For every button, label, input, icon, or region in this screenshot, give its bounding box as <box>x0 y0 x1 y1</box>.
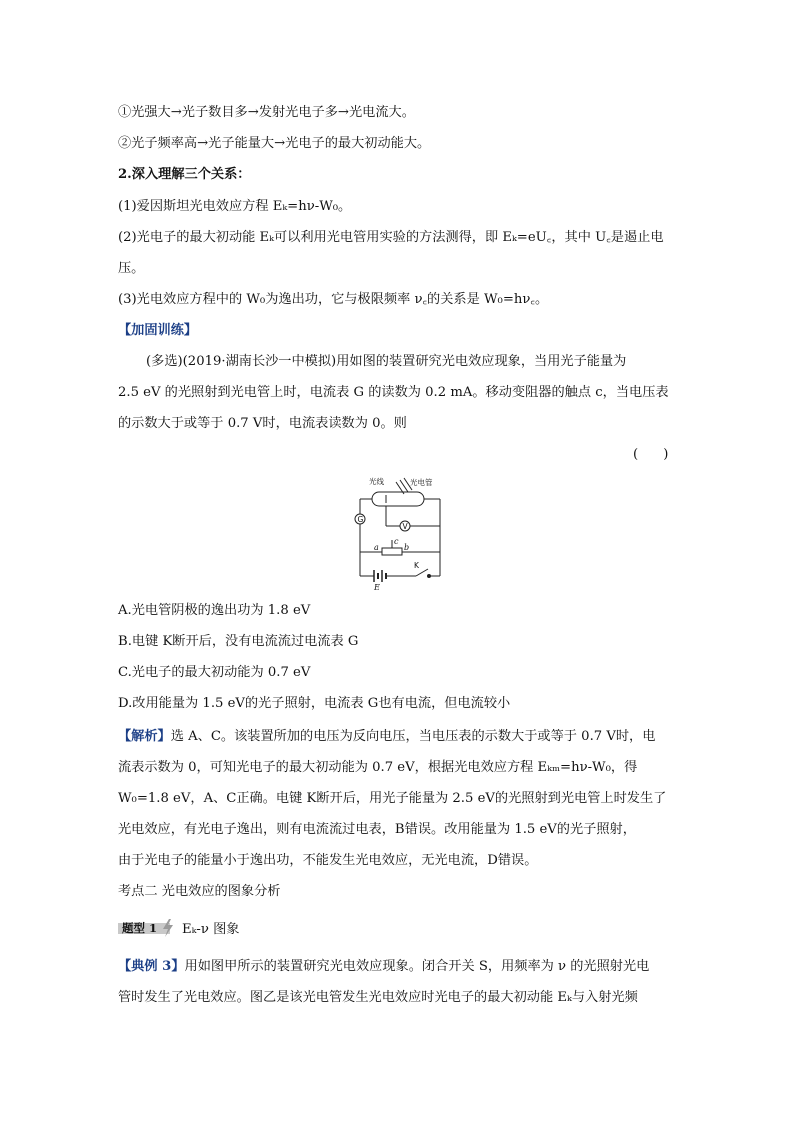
example-tag: 【典例 3】 <box>118 959 185 974</box>
phototube <box>372 492 424 506</box>
analysis-line-3: W₀=1.8 eV，A、C正确。电键 K断开后，用光子能量为 2.5 eV的光照射到光电管上时发生了 <box>118 791 667 806</box>
terminal-b: b <box>404 543 410 552</box>
example-text-1: 用如图甲所示的装置研究光电效应现象。闭合开关 S，用频率为 ν 的光照射光电 <box>184 959 650 974</box>
kaodian-heading: 考点二 光电效应的图象分析 <box>118 884 281 899</box>
option-d: D.改用能量为 1.5 eV的光子照射，电流表 G也有电流，但电流较小 <box>118 696 511 711</box>
analysis-line-5: 由于光电子的能量小于逸出功，不能发生光电效应，无光电流，D错误。 <box>118 853 538 868</box>
terminal-a: a <box>374 543 379 552</box>
tube-label: 光电管 <box>410 478 433 487</box>
option-b: B.电键 K断开后，没有电流流过电流表 G <box>118 634 359 649</box>
practice-tag: 【加固训练】 <box>118 323 198 338</box>
analysis-text-1: 选 A、C。该装置所加的电压为反向电压，当电压表的示数大于或等于 0.7 V时，电 <box>170 729 656 744</box>
galvanometer-letter: G <box>357 515 364 524</box>
example-line-1 <box>118 957 649 977</box>
lightning-icon <box>160 918 176 938</box>
relation-2: (2)光电子的最大初动能 Eₖ可以利用光电管用实验的方法测得，即 Eₖ=eU꜀，其中 U꜀是遏止电 <box>118 230 664 245</box>
switch-k: K <box>414 561 419 570</box>
section-heading: 2.深入理解三个关系： <box>118 167 251 182</box>
example-line-2: 管时发生了光电效应。图乙是该光电管发生光电效应时光电子的最大初动能 Eₖ与入射光频 <box>118 990 638 1005</box>
tixing-title: Eₖ-ν 图象 <box>182 922 240 937</box>
line-light-intensity: ①光强大→光子数目多→发射光电子多→光电流大。 <box>118 105 415 120</box>
question-line-2: 2.5 eV 的光照射到光电管上时，电流表 G 的读数为 0.2 mA。移动变阻器的触点 c，当电压表 <box>118 385 669 400</box>
question-line-3: 的示数大于或等于 0.7 V时，电流表读数为 0。则 <box>118 416 407 431</box>
tixing-label: 题型 1 <box>122 921 158 935</box>
rheostat <box>382 548 402 555</box>
analysis-line-4: 光电效应，有光电子逸出，则有电流流过电表，B错误。改用能量为 1.5 eV的光子照射， <box>118 822 636 837</box>
option-c: C.光电子的最大初动能为 0.7 eV <box>118 665 311 680</box>
relation-2-cont: 压。 <box>118 261 145 276</box>
answer-bracket: ( ) <box>633 447 669 462</box>
tixing-badge <box>118 918 180 938</box>
light-label: 光线 <box>369 477 384 486</box>
battery-e: E <box>374 583 380 592</box>
analysis-tag: 【解析】 <box>118 729 171 744</box>
relation-1: (1)爱因斯坦光电效应方程 Eₖ=hν-W₀。 <box>118 199 352 214</box>
relation-3: (3)光电效应方程中的 W₀为逸出功，它与极限频率 ν꜀的关系是 W₀=hν꜀。 <box>118 292 549 307</box>
question-line-1: (多选)(2019·湖南长沙一中模拟)用如图的装置研究光电效应现象，当用光子能量为 <box>146 354 627 369</box>
option-a: A.光电管阴极的逸出功为 1.8 eV <box>118 603 311 618</box>
voltmeter-letter: V <box>402 522 408 531</box>
circuit-diagram <box>352 474 444 592</box>
terminal-c: c <box>394 537 399 546</box>
analysis-line-1 <box>118 727 655 747</box>
line-photon-frequency: ②光子频率高→光子能量大→光电子的最大初动能大。 <box>118 136 431 151</box>
analysis-line-2: 流表示数为 0，可知光电子的最大初动能为 0.7 eV，根据光电效应方程 Eₖₘ=hν-W₀，得 <box>118 760 638 775</box>
